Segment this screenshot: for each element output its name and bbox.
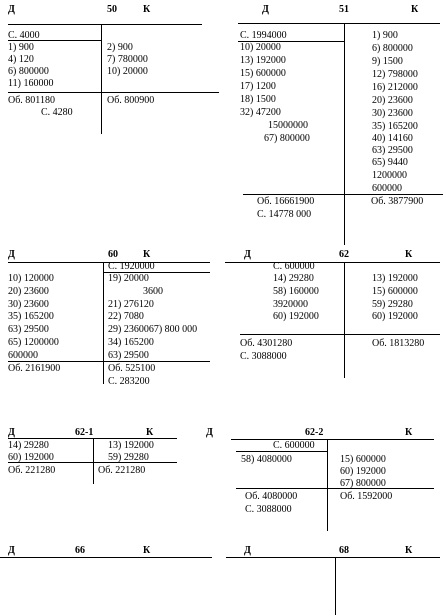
debit-entry: 20) 23600 <box>8 286 49 297</box>
turnover-line <box>8 92 219 93</box>
credit-turnover: Об. 221280 <box>98 465 146 476</box>
credit-entry: 60) 192000 <box>372 311 418 322</box>
credit-turnover: Об. 3877900 <box>371 196 424 207</box>
account-number: 50 <box>107 4 117 15</box>
account-top-line <box>231 439 434 440</box>
turnover-line <box>8 462 177 463</box>
debit-entry: 14) 29280 <box>8 440 49 451</box>
credit-entry: 10) 20000 <box>107 66 148 77</box>
credit-turnover: Об. 1592000 <box>340 491 393 502</box>
debit-entry: 32) 47200 <box>240 107 281 118</box>
credit-label: К <box>411 4 419 15</box>
account-divider <box>327 439 328 531</box>
debit-label: Д <box>206 427 213 438</box>
credit-label: К <box>405 545 413 556</box>
opening-balance: С. 600000 <box>273 261 315 272</box>
debit-entry: 67) 800000 <box>264 133 310 144</box>
account-top-line <box>226 557 440 558</box>
debit-turnover: Об. 16661900 <box>257 196 315 207</box>
opening-balance: С. 1994000 <box>240 30 287 41</box>
debit-turnover: Об. 2161900 <box>8 363 61 374</box>
credit-turnover: Об. 800900 <box>107 95 155 106</box>
debit-entry: 63) 29500 <box>8 324 49 335</box>
account-number: 66 <box>75 545 85 556</box>
credit-label: К <box>146 427 154 438</box>
opening-balance: С. 4000 <box>8 30 40 41</box>
credit-entry: 19) 20000 <box>108 273 149 284</box>
credit-entry: 20) 23600 <box>372 95 413 106</box>
account-divider <box>103 262 104 384</box>
debit-entry: 4) 120 <box>8 54 34 65</box>
credit-turnover: Об. 1813280 <box>372 338 425 349</box>
debit-entry: 30) 23600 <box>8 299 49 310</box>
credit-entry: 15) 600000 <box>340 454 386 465</box>
debit-label: Д <box>8 427 15 438</box>
credit-entry: 21) 276120 <box>108 299 154 310</box>
account-divider <box>344 262 345 378</box>
debit-entry: 35) 165200 <box>8 311 54 322</box>
closing-balance: С. 3088000 <box>240 351 287 362</box>
debit-entry: 58) 160000 <box>273 286 319 297</box>
account-number: 68 <box>339 545 349 556</box>
credit-entry: 12) 798000 <box>372 69 418 80</box>
account-top-line <box>0 557 212 558</box>
credit-entry: 30) 23600 <box>372 108 413 119</box>
opening-underline <box>236 451 327 452</box>
debit-entry: 15) 600000 <box>240 68 286 79</box>
credit-entry: 59) 29280 <box>372 299 413 310</box>
credit-entry: 15) 600000 <box>372 286 418 297</box>
closing-balance: С. 283200 <box>108 376 150 387</box>
debit-entry: 14) 29280 <box>273 273 314 284</box>
account-number: 62-1 <box>75 427 94 438</box>
debit-turnover: Об. 801180 <box>8 95 55 106</box>
credit-entry: 3600 <box>143 286 163 297</box>
turnover-line <box>8 361 210 362</box>
credit-entry: 13) 192000 <box>108 440 154 451</box>
debit-turnover: Об. 4080000 <box>245 491 298 502</box>
credit-entry: 16) 212000 <box>372 82 418 93</box>
credit-entry: 1200000 <box>372 170 407 181</box>
debit-label: Д <box>244 545 251 556</box>
credit-entry: 6) 800000 <box>372 43 413 54</box>
account-divider <box>335 557 336 615</box>
debit-entry: 11) 160000 <box>8 78 54 89</box>
debit-label: Д <box>8 4 15 15</box>
debit-label: Д <box>262 4 269 15</box>
credit-entry: 7) 780000 <box>107 54 148 65</box>
debit-entry: 60) 192000 <box>8 452 54 463</box>
debit-entry: 18) 1500 <box>240 94 276 105</box>
credit-entry: 2) 900 <box>107 42 133 53</box>
turnover-line <box>243 194 443 195</box>
debit-turnover: Об. 221280 <box>8 465 56 476</box>
debit-entry: 10) 120000 <box>8 273 54 284</box>
closing-balance: С. 4280 <box>41 107 73 118</box>
debit-entry: 13) 192000 <box>240 55 286 66</box>
opening-underline <box>8 40 101 41</box>
credit-label: К <box>405 249 413 260</box>
credit-entry: 22) 7080 <box>108 311 144 322</box>
opening-balance: С. 1920000 <box>108 261 155 272</box>
credit-entry: 60) 192000 <box>340 466 386 477</box>
debit-entry: 60) 192000 <box>273 311 319 322</box>
turnover-line <box>240 334 440 335</box>
debit-entry: 15000000 <box>268 120 308 131</box>
debit-entry: 1) 900 <box>8 42 34 53</box>
debit-turnover: Об. 4301280 <box>240 338 293 349</box>
debit-entry: 17) 1200 <box>240 81 276 92</box>
debit-entry: 65) 1200000 <box>8 337 59 348</box>
credit-entry: 34) 165200 <box>108 337 154 348</box>
turnover-line <box>236 488 434 489</box>
credit-entry: 63) 29500 <box>372 145 413 156</box>
credit-entry: 29) 2360067) 800 000 <box>108 324 198 335</box>
credit-entry: 65) 9440 <box>372 157 408 168</box>
credit-turnover: Об. 525100 <box>108 363 156 374</box>
debit-entry: 10) 20000 <box>240 42 281 53</box>
account-divider <box>101 24 102 134</box>
account-number: 62-2 <box>305 427 324 438</box>
credit-label: К <box>143 249 151 260</box>
account-top-line <box>8 24 202 25</box>
credit-label: К <box>143 4 151 15</box>
credit-entry: 63) 29500 <box>108 350 149 361</box>
credit-entry: 40) 14160 <box>372 133 413 144</box>
credit-entry: 600000 <box>372 183 402 194</box>
opening-balance: С. 600000 <box>273 440 315 451</box>
credit-entry: 67) 800000 <box>340 478 386 489</box>
debit-label: Д <box>244 249 251 260</box>
closing-balance: С. 14778 000 <box>257 209 312 220</box>
credit-entry: 13) 192000 <box>372 273 418 284</box>
account-divider <box>344 23 345 245</box>
debit-entry: 6) 800000 <box>8 66 49 77</box>
account-number: 60 <box>108 249 118 260</box>
account-divider <box>93 438 94 484</box>
credit-label: К <box>405 427 413 438</box>
credit-label: К <box>143 545 151 556</box>
debit-label: Д <box>8 249 15 260</box>
credit-entry: 35) 165200 <box>372 121 418 132</box>
debit-entry: 3920000 <box>273 299 308 310</box>
credit-entry: 1) 900 <box>372 30 398 41</box>
account-number: 51 <box>339 4 349 15</box>
debit-entry: 600000 <box>8 350 38 361</box>
credit-entry: 59) 29280 <box>108 452 149 463</box>
debit-label: Д <box>8 545 15 556</box>
credit-entry: 9) 1500 <box>372 56 403 67</box>
debit-entry: 58) 4080000 <box>241 454 292 465</box>
closing-balance: С. 3088000 <box>245 504 292 515</box>
account-top-line <box>238 23 440 24</box>
account-number: 62 <box>339 249 349 260</box>
account-top-line <box>225 262 440 263</box>
